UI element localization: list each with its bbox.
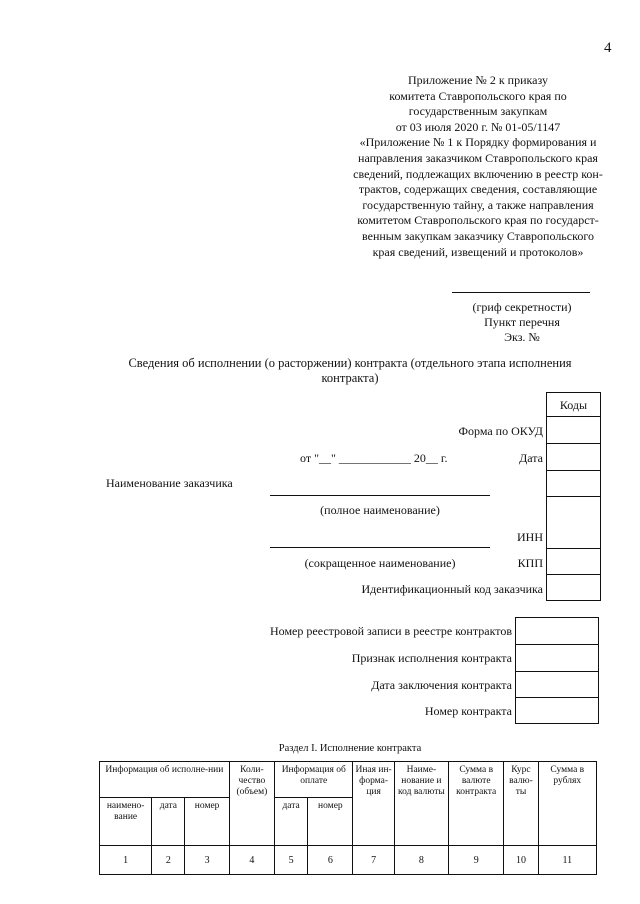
contract-number-cell — [515, 697, 599, 724]
secrecy-line — [452, 292, 590, 293]
registry-number-cell — [515, 617, 599, 645]
other-info-header: Иная ин-форма-ция — [353, 762, 394, 846]
sum-rub-header: Сумма в рублях — [538, 762, 596, 846]
date-line: от "__" ____________ 20__ г. — [300, 451, 448, 465]
appendix-line: комитета Ставропольского края по — [389, 88, 567, 103]
execution-table — [99, 761, 597, 875]
appendix-line: «Приложение № 1 к Порядку формирования и — [359, 135, 597, 150]
column-number: 7 — [353, 846, 394, 875]
short-name-caption: (сокращенное наименование) — [304, 556, 456, 570]
appendix-line: трактов, содержащих сведения, составляющие — [358, 182, 598, 197]
rate-header: Курс валю-ты — [504, 762, 538, 846]
date-label: Дата — [519, 451, 543, 465]
short-name-line — [270, 547, 490, 548]
appendix-line: направления заказчиком Ставропольского края — [358, 150, 598, 165]
appendix-line: венным закупкам заказчику Ставропольского — [362, 228, 594, 243]
appendix-header — [340, 73, 616, 260]
kpp-label: КПП — [517, 556, 543, 570]
contract-date-label: Дата заключения контракта — [371, 678, 512, 692]
column-number: 10 — [504, 846, 538, 875]
code-okud-cell — [546, 416, 601, 444]
execution-flag-label: Признак исполнения контракта — [351, 651, 512, 665]
column-number: 1 — [100, 846, 152, 875]
contract-number-label: Номер контракта — [424, 704, 512, 718]
column-number: 4 — [229, 846, 274, 875]
column-number: 3 — [185, 846, 229, 875]
appendix-line: от 03 июля 2020 г. № 01-05/1147 — [395, 119, 561, 134]
execution-flag-cell — [515, 644, 599, 672]
code-date-cell — [546, 443, 601, 471]
execution-number-header: номер — [185, 798, 229, 846]
full-name-line — [270, 495, 490, 496]
execution-info-header: Информация об исполне-нии — [100, 762, 230, 798]
execution-name-header: наимено-вание — [100, 798, 152, 846]
code-id-cell — [546, 574, 601, 601]
secrecy-stamp-caption: (гриф секретности) — [472, 300, 572, 314]
sum-currency-header: Сумма в валюте контракта — [449, 762, 504, 846]
codes-header: Коды — [559, 398, 588, 412]
appendix-line: сведений, подлежащих включению в реестр кон- — [353, 166, 603, 181]
code-kpp-cell — [546, 548, 601, 575]
page-number: 4 — [604, 40, 612, 56]
section-title: Раздел I. Исполнение контракта — [278, 743, 422, 754]
codes-header-cell — [546, 392, 601, 417]
okud-label: Форма по ОКУД — [458, 424, 543, 438]
inn-label: ИНН — [517, 530, 543, 544]
appendix-line: государственную тайну, а также направления — [362, 197, 594, 212]
column-number: 5 — [275, 846, 308, 875]
document-title: Сведения об исполнении (о расторжении) контракта (отдельного этапа исполнения контракта) — [128, 356, 572, 385]
registry-number-label: Номер реестровой записи в реестре контрактов — [270, 624, 512, 638]
column-number: 9 — [449, 846, 504, 875]
code-inn-cell — [546, 496, 601, 549]
full-name-caption: (полное наименование) — [320, 503, 440, 517]
list-item-label: Пункт перечня — [484, 315, 560, 329]
customer-id-code-label: Идентификационный код заказчика — [361, 582, 543, 596]
currency-header: Наиме-нование и код валюты — [394, 762, 448, 846]
column-number: 8 — [394, 846, 448, 875]
customer-label: Наименование заказчика — [106, 476, 233, 490]
appendix-line: комитетом Ставропольского края по государст- — [357, 213, 599, 228]
execution-date-header: дата — [152, 798, 185, 846]
payment-date-header: дата — [275, 798, 308, 846]
code-customer-cell — [546, 470, 601, 497]
column-number: 2 — [152, 846, 185, 875]
column-number: 11 — [538, 846, 596, 875]
payment-number-header: номер — [308, 798, 353, 846]
column-number: 6 — [308, 846, 353, 875]
appendix-line: края сведений, извещений и протоколов» — [372, 244, 584, 259]
appendix-line: государственным закупкам — [408, 104, 548, 119]
quantity-header: Коли-чество (объем) — [229, 762, 274, 846]
contract-date-cell — [515, 671, 599, 698]
appendix-line: Приложение № 2 к приказу — [408, 73, 548, 87]
payment-info-header: Информация об оплате — [275, 762, 353, 798]
copy-number-label: Экз. № — [504, 330, 540, 344]
